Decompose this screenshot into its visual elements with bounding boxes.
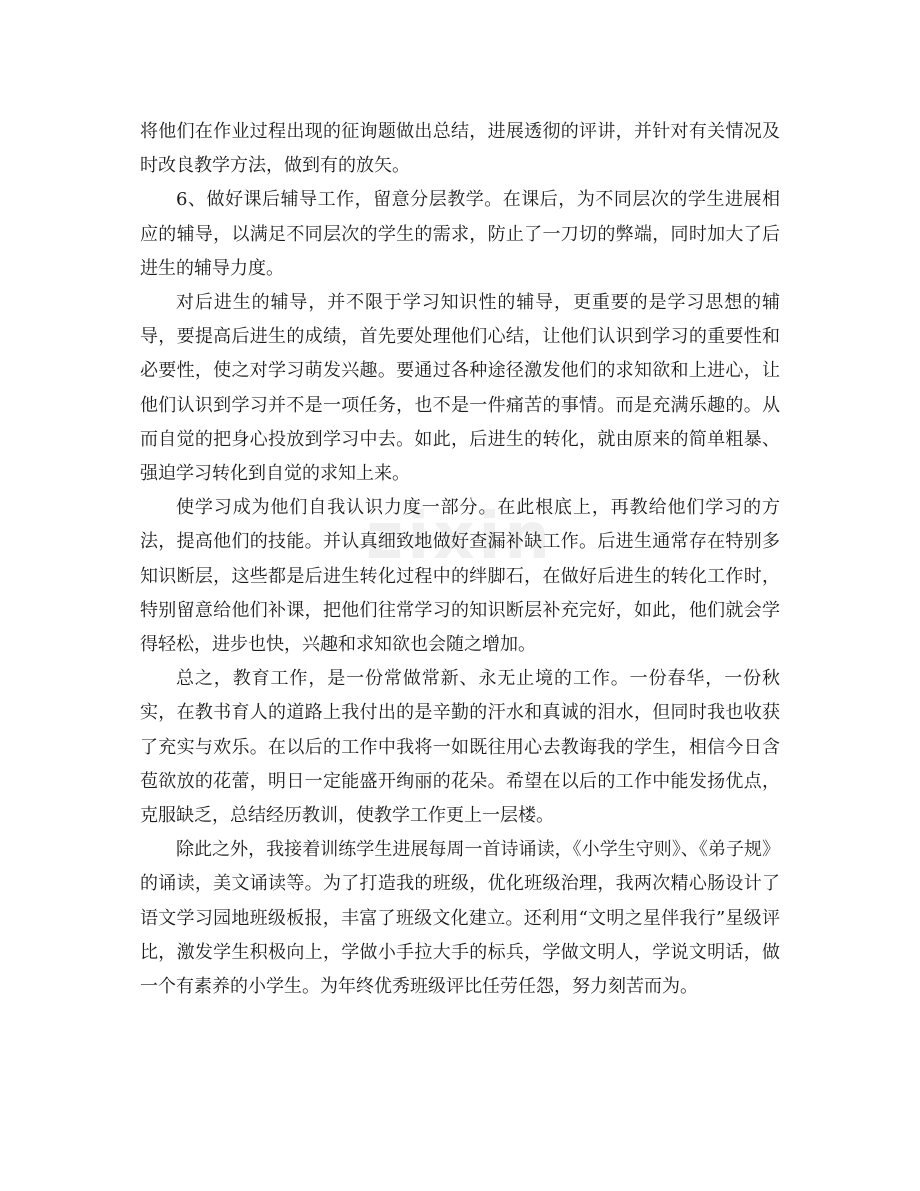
watermark: zixin [366,500,554,574]
paragraph-4: 使学习成为他们自我认识力度一部分。在此根底上，再教给他们学习的方法，提高他们的技能。并认真细致地做好查漏补缺工作。后进生通常存在特别多知识断层，这些都是后进生转化过程中的绊脚石，在做好后进生的转化工作时，特别留意给他们补课，把他们往常学习的知识断层补充完好，如此，他们就会学得轻松，进步也快，兴趣和求知欲也会随之增加。 [140,497,780,656]
paragraph-3: 对后进生的辅导，并不限于学习知识性的辅导，更重要的是学习思想的辅导，要提高后进生的成绩，首先要处理他们心结，让他们认识到学习的重要性和必要性，使之对学习萌发兴趣。要通过各种途径激发他们的求知欲和上进心，让他们认识到学习并不是一项任务，也不是一件痛苦的事情。而是充满乐趣的。从而自觉的把身心投放到学习中去。如此，后进生的转化，就由原来的简单粗暴、强迫学习转化到自觉的求知上来。 [140,292,780,485]
paragraph-5: 总之，教育工作，是一份常做常新、永无止境的工作。一份春华，一份秋实，在教书育人的道路上我付出的是辛勤的汗水和真诚的泪水，但同时我也收获了充实与欢乐。在以后的工作中我将一如既往用心去教诲我的学生，相信今日含苞欲放的花蕾，明日一定能盛开绚丽的花朵。希望在以后的工作中能发扬优点，克服缺乏，总结经历教训，使教学工作更上一层楼。 [140,668,780,827]
paragraph-1: 将他们在作业过程出现的征询题做出总结，进展透彻的评讲，并针对有关情况及时改良教学方法，做到有的放矢。 [140,121,780,177]
document-body [140,115,780,1004]
paragraph-2: 6、做好课后辅导工作，留意分层教学。在课后，为不同层次的学生进展相应的辅导，以满足不同层次的学生的需求，防止了一刀切的弊端，同时加大了后进生的辅导力度。 [140,189,780,279]
paragraph-6: 除此之外，我接着训练学生进展每周一首诗诵读，《小学生守则》、《弟子规》的诵读，美文诵读等。为了打造我的班级，优化班级治理，我两次精心肠设计了语文学习园地班级板报，丰富了班级文化建立。还利用“文明之星伴我行”星级评比，激发学生积极向上，学做小手拉大手的标兵，学做文明人，学说文明话，做一个有素养的小学生。为年终优秀班级评比任劳任怨，努力刻苦而为。 [140,839,780,998]
